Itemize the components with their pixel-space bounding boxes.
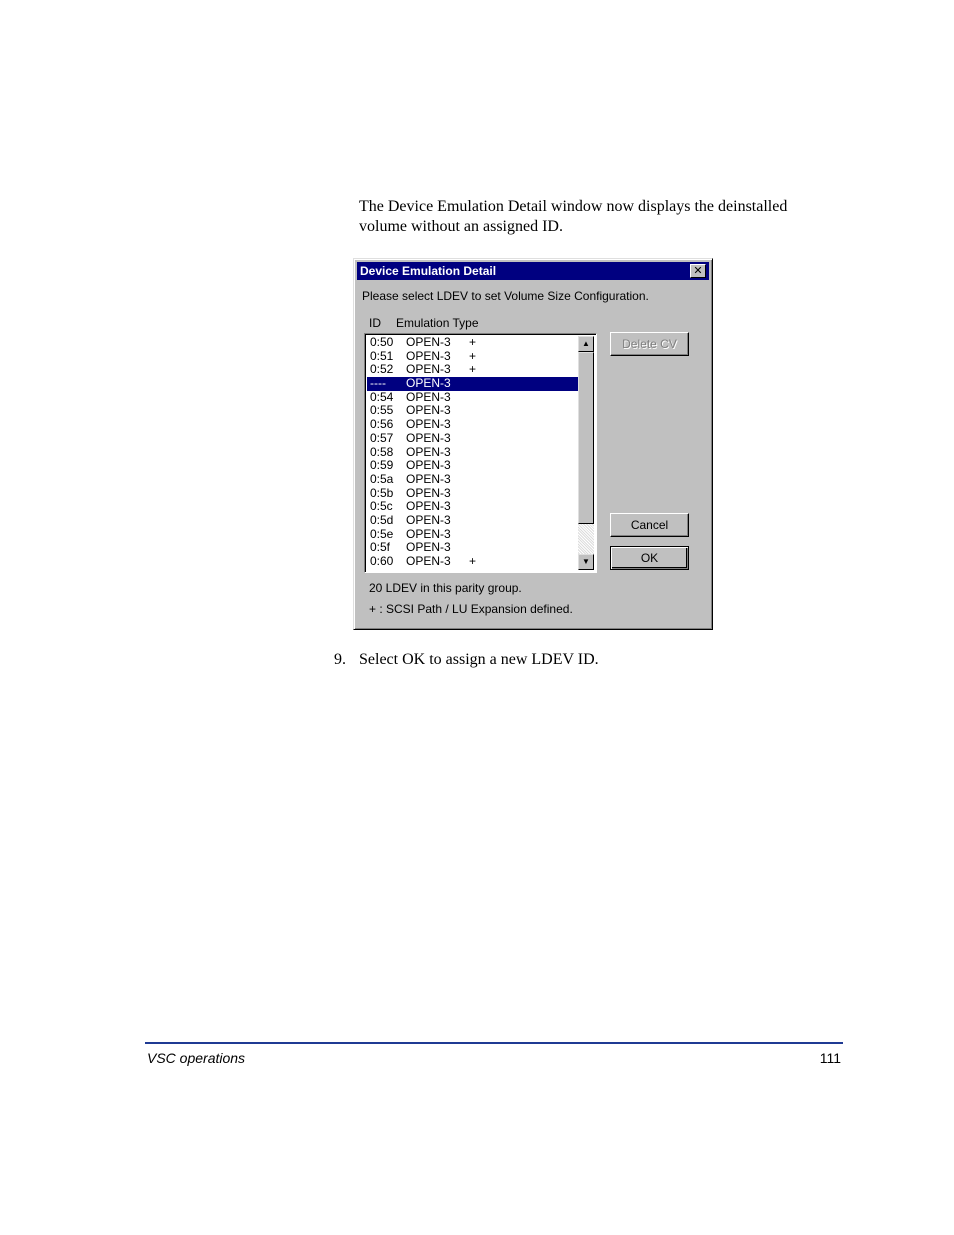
ldev-id: 0:51 <box>370 348 394 363</box>
ldev-rows <box>367 336 580 569</box>
emulation-type: OPEN-3 <box>406 512 451 527</box>
emulation-type: OPEN-3 <box>406 403 451 418</box>
list-item[interactable] <box>367 350 580 364</box>
ldev-id: 0:55 <box>370 403 394 418</box>
column-header-id: ID <box>369 316 381 330</box>
expansion-flag: + <box>469 554 477 568</box>
list-item[interactable] <box>367 473 580 487</box>
ldev-id: 0:57 <box>370 430 394 445</box>
list-item[interactable] <box>367 541 580 555</box>
dialog-title-bar[interactable] <box>357 262 709 280</box>
emulation-type: OPEN-3 <box>406 444 451 459</box>
delete-cv-button[interactable]: Delete CV <box>610 332 689 356</box>
list-item[interactable] <box>367 432 580 446</box>
step-9 <box>334 650 599 670</box>
emulation-type: OPEN-3 <box>406 362 451 377</box>
column-header-emulation-type: Emulation Type <box>396 316 479 330</box>
ok-button[interactable]: OK <box>610 546 689 570</box>
expansion-flag: + <box>469 362 477 377</box>
close-icon[interactable]: ✕ <box>690 264 706 278</box>
emulation-type: OPEN-3 <box>406 430 451 445</box>
emulation-type: OPEN-3 <box>406 499 451 514</box>
ldev-id: 0:56 <box>370 417 394 432</box>
list-item[interactable] <box>367 391 580 405</box>
emulation-type: OPEN-3 <box>406 485 451 500</box>
ldev-id: 0:5a <box>370 471 394 486</box>
scroll-down-arrow-icon[interactable]: ▼ <box>578 554 594 570</box>
emulation-type: OPEN-3 <box>406 417 451 432</box>
ldev-id: 0:50 <box>370 335 394 349</box>
expansion-flag: + <box>469 335 477 349</box>
list-item[interactable] <box>367 377 580 391</box>
list-item[interactable] <box>367 528 580 542</box>
instruction-text: Please select LDEV to set Volume Size Configuration. <box>362 289 649 303</box>
ldev-id: 0:60 <box>370 554 394 568</box>
footer-page-number: 111 <box>819 1050 841 1066</box>
ldev-count-text: 20 LDEV in this parity group. <box>369 581 522 595</box>
list-item[interactable] <box>367 555 580 569</box>
expansion-flag: + <box>469 348 477 363</box>
emulation-type: OPEN-3 <box>406 389 451 404</box>
list-item[interactable] <box>367 404 580 418</box>
list-item[interactable] <box>367 446 580 460</box>
list-item[interactable] <box>367 336 580 350</box>
ldev-id: 0:5c <box>370 499 393 514</box>
device-emulation-detail-dialog <box>353 258 713 630</box>
emulation-type: OPEN-3 <box>406 471 451 486</box>
emulation-type: OPEN-3 <box>406 540 451 555</box>
ldev-id: 0:5b <box>370 485 394 500</box>
footer-section-title: VSC operations <box>147 1050 246 1066</box>
dialog-title: Device Emulation Detail <box>360 264 497 278</box>
emulation-type: OPEN-3 <box>406 376 451 391</box>
ldev-id: 0:5f <box>370 540 391 555</box>
ldev-id: 0:59 <box>370 458 394 473</box>
ldev-id: 0:5e <box>370 526 394 541</box>
list-item[interactable] <box>367 363 580 377</box>
scroll-up-arrow-icon[interactable]: ▲ <box>578 336 594 352</box>
legend-text: + : SCSI Path / LU Expansion defined. <box>369 602 573 616</box>
ldev-id: 0:52 <box>370 362 394 377</box>
emulation-type: OPEN-3 <box>406 554 451 568</box>
list-item[interactable] <box>367 500 580 514</box>
ldev-id: 0:5d <box>370 512 394 527</box>
scrollbar-thumb[interactable] <box>578 352 594 524</box>
emulation-type: OPEN-3 <box>406 526 451 541</box>
list-item[interactable] <box>367 459 580 473</box>
cancel-button[interactable]: Cancel <box>610 513 689 537</box>
emulation-type: OPEN-3 <box>406 348 451 363</box>
step-number: 9. <box>334 651 346 668</box>
emulation-type: OPEN-3 <box>406 335 451 349</box>
list-item[interactable] <box>367 418 580 432</box>
list-item[interactable] <box>367 514 580 528</box>
footer-divider <box>145 1042 843 1044</box>
ldev-listbox[interactable] <box>364 333 597 573</box>
ldev-id: ---- <box>370 376 386 391</box>
ldev-id: 0:54 <box>370 389 394 404</box>
emulation-type: OPEN-3 <box>406 458 451 473</box>
ldev-id: 0:58 <box>370 444 394 459</box>
vertical-scrollbar[interactable] <box>578 336 594 570</box>
list-item[interactable] <box>367 487 580 501</box>
step-text: Select OK to assign a new LDEV ID. <box>359 651 599 668</box>
intro-paragraph: The Device Emulation Detail window now displays the deinstalled volume without an assigned ID. <box>359 198 788 235</box>
